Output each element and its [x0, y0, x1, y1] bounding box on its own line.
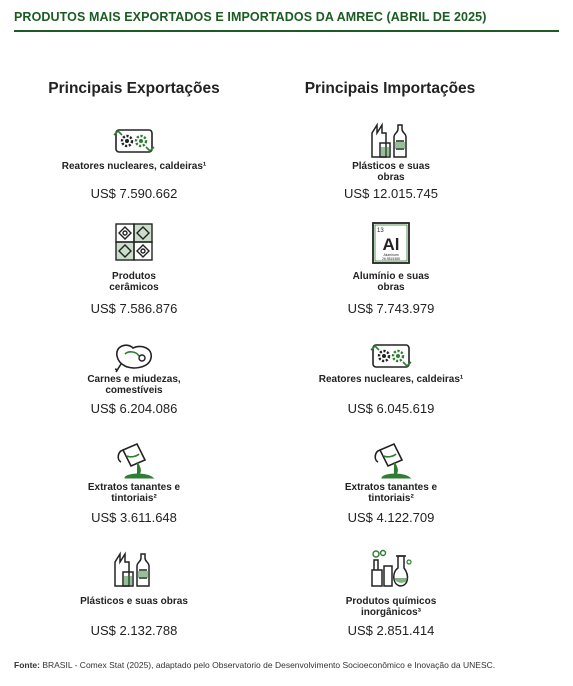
exports-item-value: US$ 2.132.788	[90, 623, 178, 638]
exports-item-value: US$ 7.586.876	[90, 301, 178, 316]
exports-item-label	[34, 596, 234, 607]
imports-item-label	[291, 374, 491, 385]
chemical-factory-icon	[368, 548, 414, 590]
imports-item-value: US$ 2.851.414	[347, 623, 435, 638]
label-line: Plásticos e suas obras	[80, 596, 188, 607]
label-line: obras	[377, 172, 405, 183]
label-line: Produtos	[112, 271, 156, 282]
imports-item-value: US$ 4.122.709	[347, 510, 435, 525]
label-line: Carnes e miudezas,	[87, 374, 181, 385]
element-symbol: Al	[382, 235, 400, 254]
gears-cycle-icon	[368, 336, 414, 378]
source-label: Fonte:	[14, 660, 40, 670]
exports-item-value: US$ 3.611.648	[91, 510, 177, 525]
source-text: BRASIL - Comex Stat (2025), adaptado pelo Observatorio de Desenvolvimento Socioeconômico e Inovação da UNESC.	[39, 660, 496, 670]
ceramic-tiles-icon	[111, 222, 157, 264]
element-mass: 26.9815385	[382, 257, 400, 261]
source-note	[14, 660, 554, 671]
page-title: PRODUTOS MAIS EXPORTADOS E IMPORTADOS DA AMREC (ABRIL DE 2025)	[14, 10, 487, 24]
label-line: Alumínio e suas	[352, 271, 430, 282]
gears-cycle-icon	[111, 121, 157, 163]
label-line: inorgânicos³	[360, 607, 421, 618]
label-line: Produtos químicos	[345, 596, 437, 607]
meat-icon	[111, 336, 157, 378]
imports-item-value: US$ 12.015.745	[344, 186, 438, 201]
imports-heading: Principais Importações	[304, 80, 476, 97]
imports-item-label	[291, 271, 491, 293]
label-line: Extratos tanantes e	[344, 482, 438, 493]
label-line: Reatores nucleares, caldeiras¹	[318, 374, 464, 385]
exports-item-label	[34, 482, 234, 504]
label-line: comestíveis	[105, 385, 163, 396]
label-line: tintoriais²	[111, 493, 157, 504]
label-line: tintoriais²	[368, 493, 414, 504]
imports-item-value: US$ 6.045.619	[347, 401, 435, 416]
plastic-bottles-icon	[111, 548, 157, 590]
imports-item-label	[291, 161, 491, 183]
element-name: Aluminum	[383, 253, 399, 257]
label-line: Extratos tanantes e	[87, 482, 181, 493]
exports-item-value: US$ 7.590.662	[90, 186, 178, 201]
label-line: obras	[377, 282, 405, 293]
exports-item-label	[34, 374, 234, 396]
exports-heading: Principais Exportações	[48, 80, 220, 97]
plastic-bottles-icon	[368, 119, 414, 161]
exports-item-label	[34, 271, 234, 293]
imports-item-value: US$ 7.743.979	[347, 301, 435, 316]
imports-item-label	[291, 482, 491, 504]
imports-item-label	[291, 596, 491, 618]
paint-bucket-icon	[368, 440, 414, 482]
label-line: Plásticos e suas	[352, 161, 430, 172]
title-divider	[14, 30, 559, 32]
exports-item-value: US$ 6.204.086	[90, 401, 178, 416]
label-line: cerâmicos	[109, 282, 159, 293]
exports-item-label	[34, 161, 234, 172]
paint-bucket-icon	[111, 440, 157, 482]
aluminium-element-icon	[368, 222, 414, 264]
label-line: Reatores nucleares, caldeiras¹	[61, 161, 207, 172]
element-number: 13	[377, 228, 384, 234]
